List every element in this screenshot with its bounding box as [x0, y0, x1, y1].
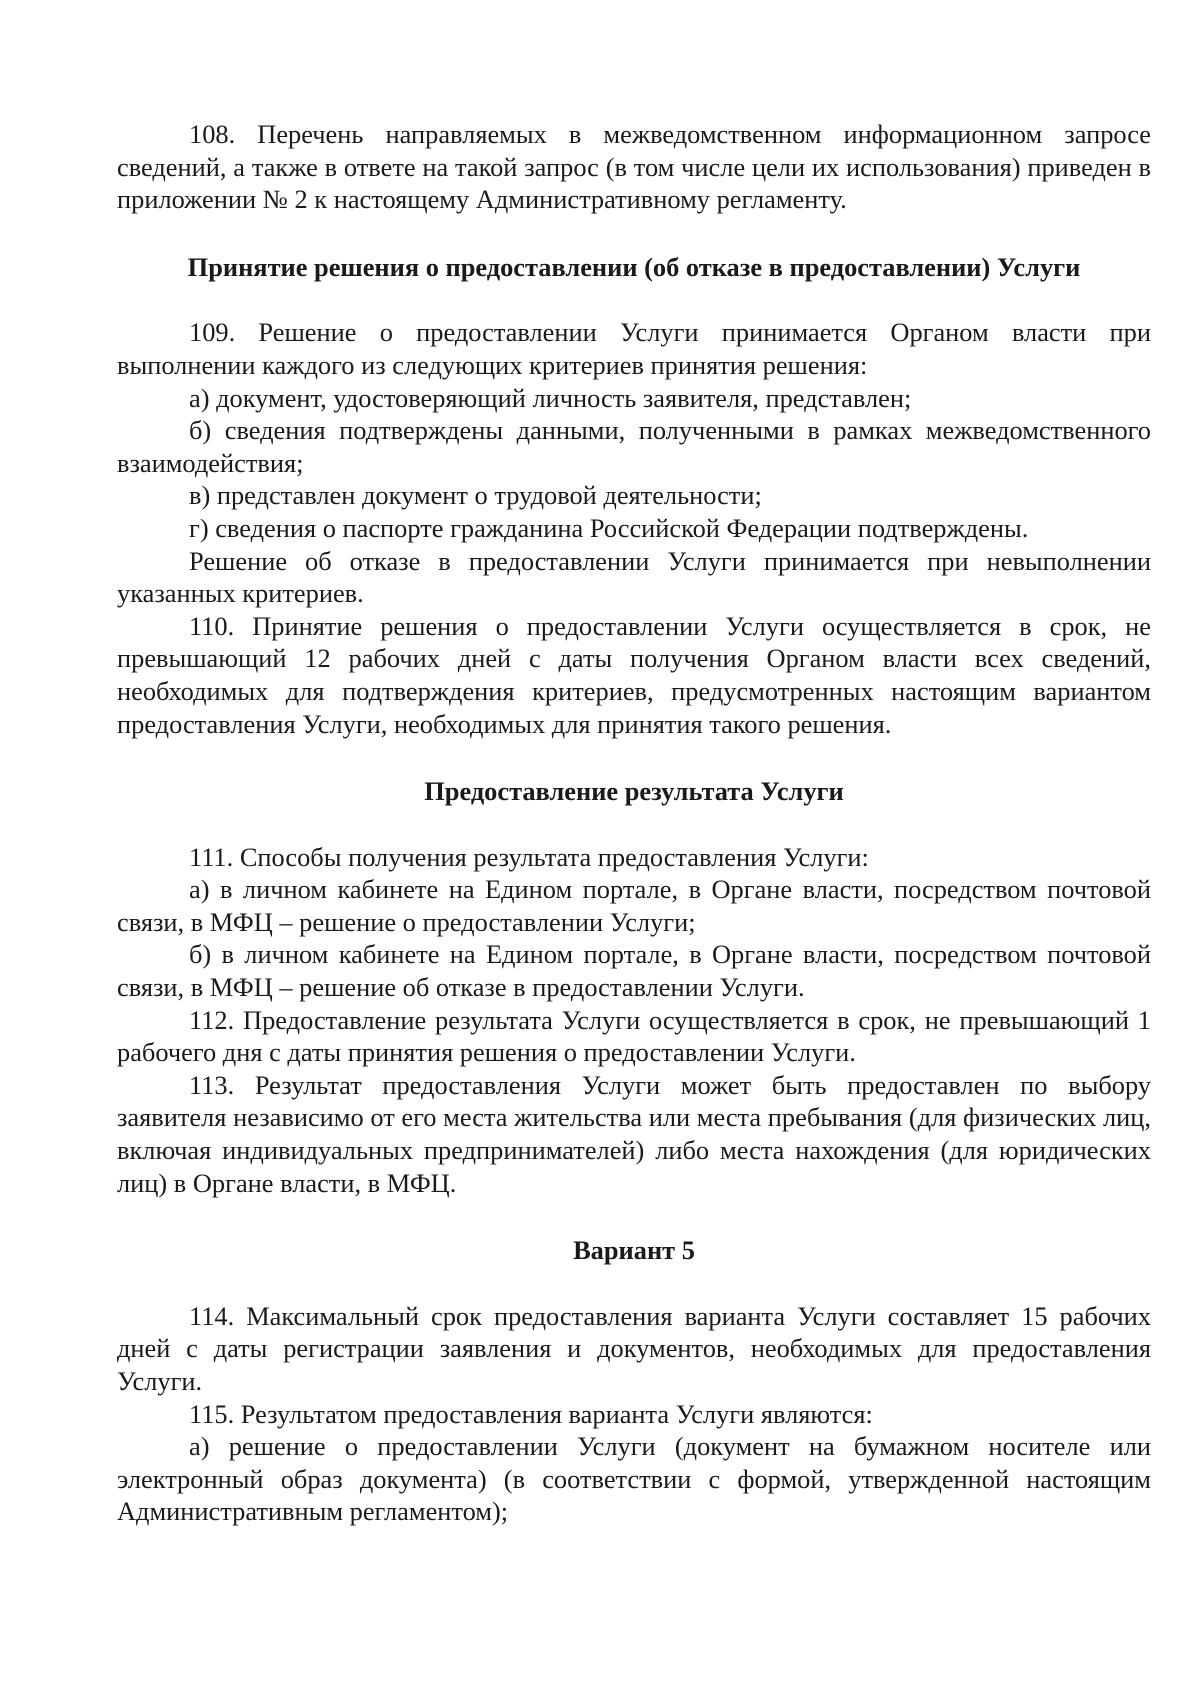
section-heading-variant-5: Вариант 5: [573, 1235, 695, 1266]
paragraph-111-item-a: а) в личном кабинете на Едином портале, в Органе власти, посредством почтовой связи, в МФЦ – решение о предоставлении Услуги;: [117, 874, 1151, 937]
paragraph-109: 109. Решение о предоставлении Услуги принимается Органом власти при выполнении каждого из следующих критериев принятия решения:: [117, 317, 1151, 380]
paragraph-109-item-v: в) представлен документ о трудовой деятельности;: [189, 480, 762, 511]
paragraph-109-item-g: г) сведения о паспорте гражданина Российской Федерации подтверждены.: [189, 512, 1029, 543]
paragraph-111-item-b: б) в личном кабинете на Едином портале, в Органе власти, посредством почтовой связи, в МФЦ – решение об отказе в предоставлении Услуги.: [117, 939, 1151, 1003]
paragraph-109-item-b: б) сведения подтверждены данными, полученными в рамках межведомственного взаимодействия;: [117, 415, 1151, 478]
section-heading-result: Предоставление результата Услуги: [424, 776, 844, 807]
paragraph-111: 111. Способы получения результата предоставления Услуги:: [189, 841, 869, 872]
paragraph-114: 114. Максимальный срок предоставления варианта Услуги составляет 15 рабочих дней с даты регистрации заявления и документов, необходимых для предоставления Услуги.: [117, 1300, 1151, 1396]
paragraph-110: 110. Принятие решения о предоставлении Услуги осуществляется в срок, не превышающий 12 рабочих дней с даты получения Органом власти всех сведений, необходимых для подтверждения критериев, предусмотренных настоящим вариантом предоставления Услуги, необходимых для принятия такого решения.: [117, 610, 1151, 739]
paragraph-113: 113. Результат предоставления Услуги может быть предоставлен по выбору заявителя независимо от его места жительства или места пребывания (для физических лиц, включая индивидуальных предпринимателей) либо места нахождения (для юридических лиц) в Органе власти, в МФЦ.: [117, 1069, 1151, 1198]
section-heading-decision: Принятие решения о предоставлении (об отказе в предоставлении) Услуги: [187, 251, 1081, 282]
document-page: [117, 118, 1151, 1528]
paragraph-109-refusal: Решение об отказе в предоставлении Услуги принимается при невыполнении указанных критериев.: [117, 545, 1151, 609]
paragraph-112: 112. Предоставление результата Услуги осуществляется в срок, не превышающий 1 рабочего дня с даты принятия решения о предоставлении Услуги.: [117, 1004, 1151, 1068]
paragraph-108: 108. Перечень направляемых в межведомственном информационном запросе сведений, а также в ответе на такой запрос (в том числе цели их использования) приведен в приложении № 2 к настоящему Административному регламенту.: [117, 119, 1151, 215]
paragraph-115: 115. Результатом предоставления варианта Услуги являются:: [189, 1398, 873, 1429]
paragraph-109-item-a: а) документ, удостоверяющий личность заявителя, представлен;: [189, 382, 912, 413]
paragraph-115-item-a: а) решение о предоставлении Услуги (документ на бумажном носителе или электронный образ документа) (в соответствии с формой, утвержденной настоящим Административным регламентом);: [117, 1431, 1151, 1527]
